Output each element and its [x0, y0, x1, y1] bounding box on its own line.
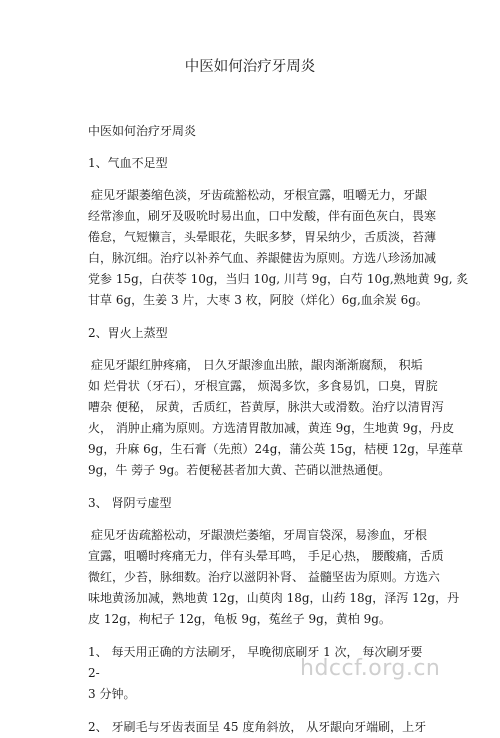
- paragraph-line: 微红，少苔，脉细数。治疗以滋阴补肾、 益髓坚齿为原则。方选六: [88, 570, 440, 584]
- paragraph-line: 症见牙龈红肿疼痛， 日久牙龈渗血出脓，龈肉渐渐腐颓， 积垢: [91, 358, 423, 372]
- section-heading: 1、气血不足型: [88, 156, 168, 170]
- tip-line: 2、 牙刷毛与牙齿表面呈 45 度角斜放， 从牙龈向牙端刷，上牙: [88, 720, 427, 734]
- section-paragraph: [88, 185, 469, 311]
- paragraph-line: 如 烂骨状（牙石），牙根宣露， 烦渴多饮，多食易饥，口臭，胃脘: [88, 379, 438, 393]
- site-watermark: hdccf.org.cn: [300, 656, 441, 681]
- paragraph-line: 宣露，咀嚼时疼痛无力，伴有头晕耳鸣， 手足心热， 腰酸痛，舌质: [88, 549, 444, 563]
- paragraph-line: 症见牙齿疏豁松动，牙龈溃烂萎缩，牙周盲袋深，易渗血，牙根: [91, 528, 428, 542]
- paragraph-line: 嘈杂 便秘， 尿黄，舌质红，苔黄厚，脉洪大或滑数。治疗以清胃泻: [88, 400, 444, 414]
- paragraph-line: 9g，升麻 6g，生石膏（先煎）24g，蒲公英 15g，桔梗 12g，早莲草: [88, 442, 463, 456]
- paragraph-line: 白，脉沉细。治疗以补养气血、养龈健齿为原则。方选八珍汤加减: [88, 251, 437, 265]
- section-heading: 3、 肾阴亏虚型: [88, 496, 172, 510]
- body-heading: 中医如何治疗牙周炎: [88, 124, 197, 138]
- section-paragraph: [88, 355, 463, 481]
- paragraph-line: 皮 12g，枸杞子 12g，龟板 9g，菟丝子 9g，黄柏 9g。: [88, 612, 391, 626]
- paragraph-line: 9g，牛 蒡子 9g。若便秘甚者加大黄、芒硝以泄热通便。: [88, 463, 391, 477]
- paragraph-line: 症见牙龈萎缩色淡，牙齿疏豁松动，牙根宣露，咀嚼无力，牙龈: [91, 188, 428, 202]
- section-heading: 2、胃火上蒸型: [88, 326, 168, 340]
- tip-line: 2-: [88, 666, 100, 680]
- tip-brushing-angle: [88, 717, 427, 738]
- section-paragraph: [88, 525, 460, 630]
- document-body: [88, 121, 469, 738]
- section-qixue-buzu: [88, 153, 469, 311]
- paragraph-line: 火， 消肿止痛为原则。方选清胃散加减，黄连 9g，生地黄 9g，丹皮: [88, 421, 455, 435]
- section-weihuo-shangzheng: [88, 323, 463, 481]
- paragraph-line: 甘草 6g，生姜 3 片，大枣 3 枚，阿胶（烊化）6g,血余炭 6g。: [88, 293, 428, 307]
- tip-line: 3 分钟。: [88, 687, 136, 701]
- tip-line: 1、 每天用正确的方法刷牙， 早晚彻底刷牙 1 次， 每次刷牙要: [88, 645, 423, 659]
- paragraph-line: 党参 15g，白茯苓 10g，当归 10g, 川芎 9g，白芍 10g,熟地黄 9g, 炙: [88, 272, 469, 286]
- paragraph-line: 倦怠，气短懒言，头晕眼花，失眠多梦，胃呆纳少，舌质淡，苔薄: [88, 230, 437, 244]
- document-title: 中医如何治疗牙周炎: [184, 59, 316, 75]
- section-shenyin-kuixu: [88, 493, 460, 630]
- paragraph-line: 经常渗血，刷牙及吸吮时易出血，口中发酸，伴有面色灰白，畏寒: [88, 209, 437, 223]
- paragraph-line: 味地黄汤加减，熟地黄 12g，山萸肉 18g，山药 18g，泽泻 12g，丹: [88, 591, 460, 605]
